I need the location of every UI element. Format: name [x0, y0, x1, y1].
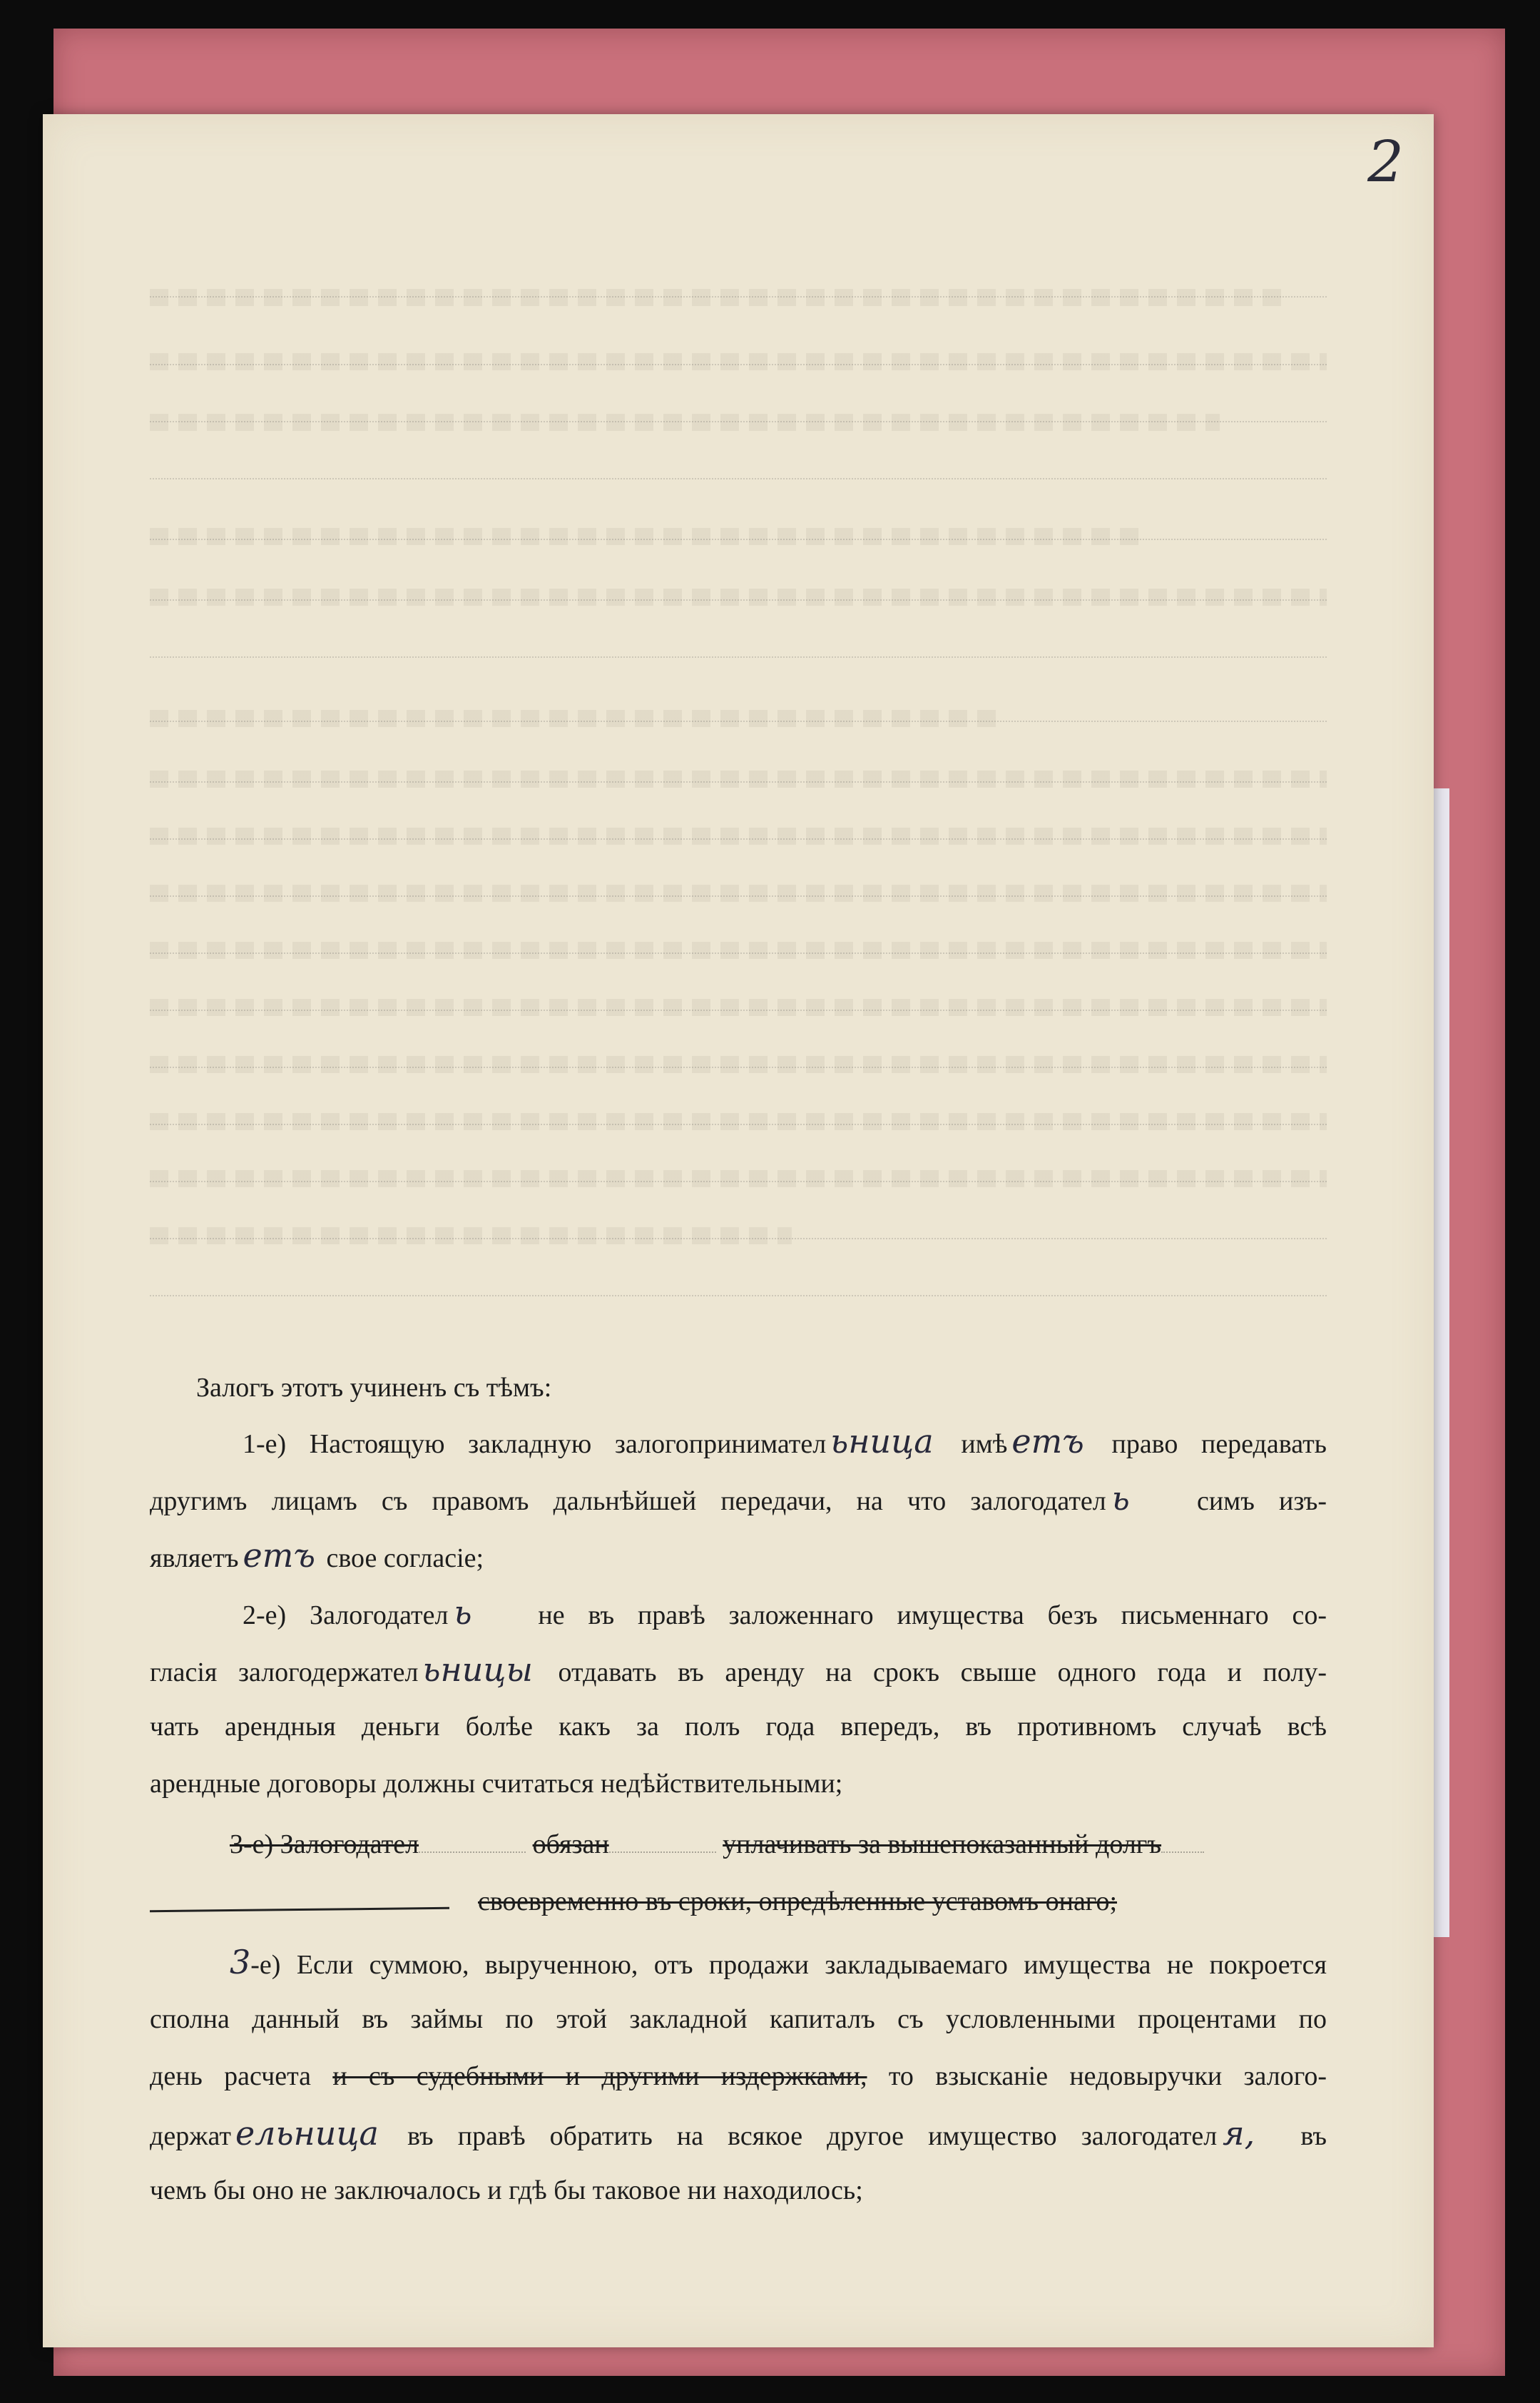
struck-text: обязан	[532, 1829, 609, 1859]
page-number: 2	[1367, 128, 1404, 195]
handwritten-entry: ьница	[830, 1422, 934, 1460]
clause-text: гласія залогодержател	[150, 1657, 419, 1687]
clause-text: 2-е) Залогодател	[243, 1600, 449, 1630]
handwritten-entry: ельница	[235, 2114, 379, 2153]
handwritten-entry: етъ	[243, 1536, 315, 1575]
handwritten-entry: етъ	[1011, 1422, 1084, 1460]
clause-4-line-1	[150, 1944, 1327, 1980]
clause-2-line-4: арендные договоры должны считаться недѣйствительными;	[150, 1769, 843, 1799]
clause-text: являетъ	[150, 1543, 239, 1573]
clause-4-line-3	[150, 2058, 1327, 2094]
clause-text: симъ изъ-	[1196, 1486, 1327, 1516]
clause-text: право передавать	[1111, 1429, 1327, 1459]
clause-3-struck-line-1	[150, 1827, 1327, 1862]
clause-text: имѣ	[961, 1429, 1008, 1459]
clause-text: то взысканіе недовыручки залого-	[888, 2061, 1327, 2091]
struck-text: своевременно въ сроки, опредѣленные уставомъ онаго;	[478, 1886, 1118, 1916]
clause-4-line-4	[150, 2115, 1327, 2151]
handwritten-entry: я,	[1223, 2114, 1255, 2153]
clause-text: 1-е) Настоящую закладную залогопринимател	[243, 1429, 827, 1459]
clause-4-line-2: сполна данный въ займы по этой закладной капиталъ съ условленными процентами по	[150, 2004, 1327, 2034]
clause-text: въ правѣ обратить на всякое другое имущество залогодател	[407, 2121, 1218, 2151]
struck-text: и съ судебными и другими издержками,	[332, 2061, 867, 2091]
clause-text: другимъ лицамъ съ правомъ дальнѣйшей передачи, на что залогодател	[150, 1486, 1106, 1516]
clause-text: отдавать въ аренду на срокъ свыше одного года и полу-	[558, 1657, 1327, 1687]
clause-2-line-3: чать арендныя деньги болѣе какъ за полъ года впередъ, въ противномъ случаѣ всѣ	[150, 1712, 1327, 1742]
clause-4-line-5: чемъ бы оно не заключалось и гдѣ бы таковое ни находилось;	[150, 2175, 863, 2205]
handwritten-entry: ь	[454, 1593, 472, 1632]
struck-text: уплачивать за вышепоказанный долгъ	[723, 1829, 1162, 1859]
clause-3-struck-line-2	[478, 1884, 1327, 1919]
clause-text: свое согласіе;	[326, 1543, 484, 1573]
handwritten-entry: ьницы	[422, 1650, 533, 1689]
handwritten-number: 3	[230, 1943, 251, 1981]
clause-text: не въ правѣ заложеннаго имущества безъ письменнаго со-	[538, 1600, 1327, 1630]
handwritten-entry: ь	[1111, 1479, 1130, 1518]
clause-text: держат	[150, 2121, 231, 2151]
handwritten-strike-line	[150, 1907, 449, 1912]
clauses-heading: Залогъ этотъ учиненъ съ тѣмъ:	[196, 1373, 552, 1403]
clause-2-line-1	[150, 1595, 1327, 1630]
struck-text: 3-е) Залогодател	[230, 1829, 419, 1859]
document-page	[43, 114, 1434, 2347]
clause-text: въ	[1300, 2121, 1327, 2151]
paper-edge-strip	[1434, 788, 1449, 1937]
clause-text: день расчета	[150, 2061, 312, 2091]
clause-1-line-3	[150, 1538, 1327, 1573]
clause-1-line-2	[150, 1480, 1327, 1516]
clause-2-line-2	[150, 1652, 1327, 1687]
clause-1-line-1	[150, 1423, 1327, 1459]
clause-text: -е) Если суммою, вырученною, отъ продажи закладываемаго имущества не покроется	[250, 1950, 1327, 1980]
